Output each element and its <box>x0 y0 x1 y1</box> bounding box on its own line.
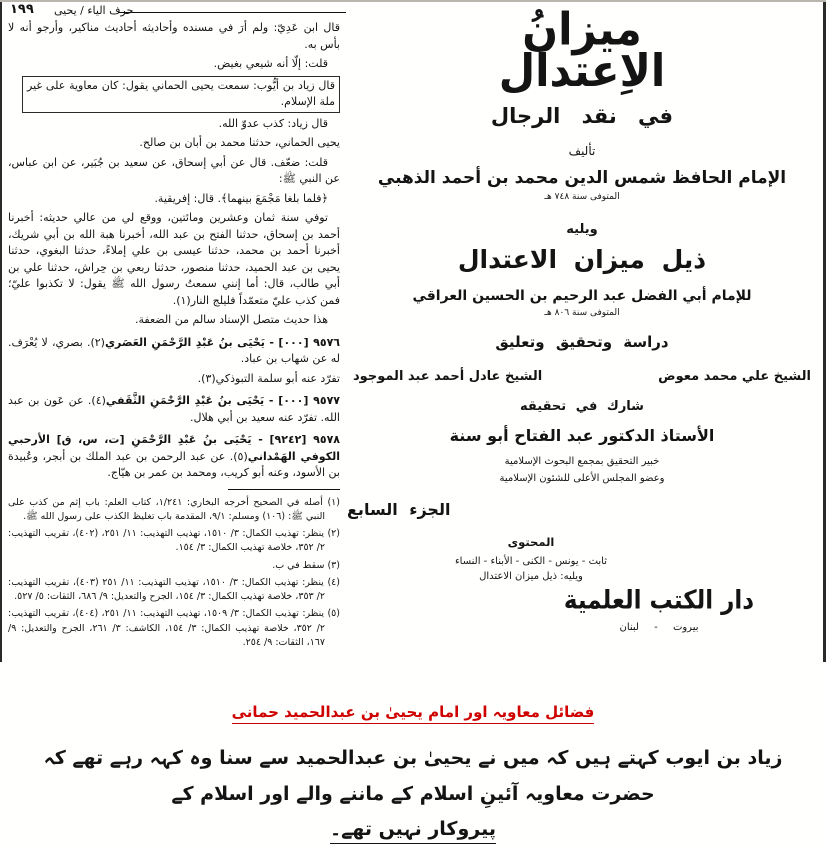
publisher-logo: دار الكتب العلمية <box>563 586 755 616</box>
publisher-city: بيروت - لبنان <box>619 622 699 633</box>
editors-row <box>345 369 819 384</box>
professor-name: الأستاذ الدكتور عبد الفتاح أبو سنة <box>449 426 715 446</box>
shared-tahqiq-label: شارك في تحقيقه <box>520 399 644 415</box>
title-page-column <box>345 0 819 665</box>
paragraph-ibn-adi: قال ابن عَدِيّ: ولم أرَ في مسنده وأحاديثه أحاديث مناكير، وأرجو أنه لا بأس به. <box>8 21 340 51</box>
contents-line1: ثابت - يونس - الكنى - الأبناء - النساء <box>454 555 608 567</box>
taleef-label: تأليف <box>568 144 596 159</box>
book-title-line1: ميزانُ <box>522 3 642 56</box>
editor-right: الشيخ علي محمد معوض <box>658 369 811 385</box>
entry-9577 <box>8 393 340 426</box>
footnote-5: (٥) ينظر: تهذيب الكمال: ٣/ ١٥٠٩، تهذيب التهذيب: ١١/ ٢٥١، (٤٠٤)، تقريب التهذيب: ٢/ ٣٥٢، خلاصة تهذيب الكمال: ٣/ ١٥٤، الكاشف: ٣/ ٢٦١، الجرح والتعديل: ٩/ ١٦٧، الثقات: ٩/ ٢٥٤. <box>8 608 340 648</box>
wa-yalih-label: ويليه <box>566 222 598 238</box>
urdu-body-line2 <box>0 818 826 840</box>
urdu-commentary <box>0 702 826 840</box>
contents-line2: ويليه: ذيل ميزان الاعتدال <box>479 571 583 583</box>
professor-title-2: وعضو المجلس الأعلى للشئون الإسلامية <box>499 473 665 485</box>
contents-block <box>417 534 645 585</box>
dhayl-title: ذيل ميزان الاعتدال <box>457 245 707 275</box>
paragraph-ziyad-reply: قال زياد: كذب عدوّ الله. <box>218 116 328 130</box>
running-head: حرف الياء / يحيى <box>54 4 134 17</box>
professor-titles <box>345 453 819 487</box>
paragraph-hadith-note: هذا حديث متصل الإسناد سالم من الضعفة. <box>135 313 328 326</box>
volume-label: الجزء السابع <box>347 500 451 519</box>
text-column <box>8 20 340 653</box>
urdu-body-line2-text: پیروکار نہیں تھے۔ <box>330 818 496 844</box>
study-tahqiq-label: دراسة وتحقيق وتعليق <box>495 333 669 352</box>
scan-edge-left <box>0 0 2 662</box>
editor-left: الشيخ عادل أحمد عبد الموجود <box>353 369 543 385</box>
page-header <box>6 2 346 18</box>
paragraph-isnad-short: يحيى الحماني، حدثنا محمد بن أبان بن صالح. <box>139 136 340 149</box>
book-subtitle: في نقد الرجال <box>490 104 674 129</box>
paragraph-ziyad-quote: قال زياد بن أيُّوب: سمعت يحيى الحماني يقول: كان معاوية على غير ملة الإسلام. <box>27 78 335 108</box>
footnote-2: (٢) ينظر: تهذيب الكمال: ٣/ ١٥١٠، تهذيب التهذيب: ١١/ ٢٥١، (٤٠٢)، تقريب التهذيب: ٢/ ٣٥٢، خلاصة تهذيب الكمال: ٣/ ١٥٤. <box>8 528 340 554</box>
footnote-1: (١) أصله في الصحيح أخرجه البخاري: ١/٢٤١، كتاب العلم: باب إثم من كذب على النبي ﷺ: (١٠٦) ومسلم: ٩/١، المقدمة باب تغليظ الكذب على رسول الله ﷺ. <box>8 496 340 522</box>
contents-label: المحتوى <box>507 535 555 549</box>
footnote-divider <box>228 489 340 490</box>
entry-9576-rest: (٢). بصري، لا يُعْرَف. له عن شهاب بن عباد. <box>8 335 340 365</box>
author-name: الإمام الحافظ شمس الدين محمد بن أحمد الذهبي <box>377 168 787 189</box>
footnote-4: (٤) ينظر: تهذيب الكمال: ٣/ ١٥١٠، تهذيب التهذيب: ١١/ ٢٥١ (٤٠٣)، تقريب التهذيب: ٢/ ٣٥٣، خلاصة تهذيب الكمال: ٣/ ١٥٤، الجرح والتعديل: ٩/ ٦٨٦، الثقات: ٥/ ٥٢٧. <box>8 576 340 602</box>
paragraph-long-isnad: توفي سنة ثمان وعشرين ومائتين، ووقع لي من عالي حديثه: أخبرنا أحمد بن إسحاق، حدثنا الفتح بن عبد الله، أخبرنا هبة الله بن أبي شريك، أخبرنا أحمد بن محمد، حدثنا عيسى بن علي إملاءً، حدثنا البغوي، حدثنا يحيى بن عبد الحميد، حدثنا منصور، حدثنا ربعي بن حِراش، حدثنا علي بن أبي طالب، قال: أما إنني سمعتُ رسول الله ﷺ يقول: لا تكذبوا عليّ؛ فمن كذب عليّ متعمّداً فليلج النار(١). <box>8 211 340 307</box>
book-title-calligraphy <box>345 0 819 97</box>
entry-9578 <box>8 432 340 482</box>
urdu-body-line1: زیاد بن ایوب کہتے ہیں کہ میں نے یحییٰ بن عبدالحمید سے سنا وہ کہہ رہے تھے کہ حضرت معاویہ آئینِ اسلام کے ماننے والے اور اسلام کے <box>43 747 783 806</box>
footnotes <box>8 496 340 651</box>
book-title-line2: الاِعتدال <box>498 44 666 97</box>
dhayl-death-note: المتوفى سنة ٨٠٦ هـ <box>544 308 620 319</box>
publisher-block <box>551 586 767 633</box>
entry-9578-rest: (٥). عن عبد الرحمن بن عبد الملك بن أبجر، وعُبيدة بن الأسود، وعنه أبو كريب، ومحمد بن عمر بن هيّاج. <box>8 449 340 479</box>
dhayl-author: للإمام أبي الفضل عبد الرحيم بن الحسين العراقي <box>412 288 752 305</box>
paragraph-daeef: قلت: ضعّف. قال عن أبي إسحاق، عن سعيد بن جُبَير، عن ابن عباس، عن النبي ﷺ: <box>8 155 340 185</box>
footnote-3: (٣) سقط في ب. <box>272 559 340 571</box>
header-rule <box>118 12 346 13</box>
author-death-note: المتوفى سنة ٧٤٨ هـ <box>544 192 620 203</box>
urdu-heading: فضائل معاویہ اور امام یحییٰ بن عبدالحمید حمانی <box>232 703 595 724</box>
paragraph-qultu: قلت: إلّا أنه شيعي بغيض. <box>213 57 328 70</box>
paragraph-quran-quote: ﴿فلما بلغا مَجْمَعَ بينهما﴾. قال: إفريقية. <box>154 191 328 205</box>
entry-9577-rest: (٤). عن عَون بن عبد الله. تفرّد عنه سعيد بن أبي هلال. <box>8 394 340 424</box>
entry-9576-head: ٩٥٧٦ [٠٠٠] - يَحْيَى بنُ عَبْدِ الرَّحْمَنِ العَصَري <box>104 335 341 349</box>
professor-title-1: خبير التحقيق بمجمع البحوث الإسلامية <box>504 456 660 468</box>
entry-9578-head: ٩٥٧٨ [٩٢٤٢] - يَحْيَى بنُ عَبْدِ الرَّحْمَنِ [ت، س، ق] الأرحبي الكوفي الهَمْداني <box>8 433 341 463</box>
paragraph-tafarrada: تفرّد عنه أبو سلمة التبوذكي(٣). <box>197 371 340 385</box>
entry-9576 <box>8 335 340 368</box>
page-number: ١٩٩ <box>10 2 34 17</box>
entry-9577-head: ٩٥٧٧ [٠٠٠] - يَحْيَى بنُ عَبْدِ الرَّحْمَنِ الثَّقَفي <box>105 394 340 407</box>
boxed-passage <box>22 76 340 113</box>
